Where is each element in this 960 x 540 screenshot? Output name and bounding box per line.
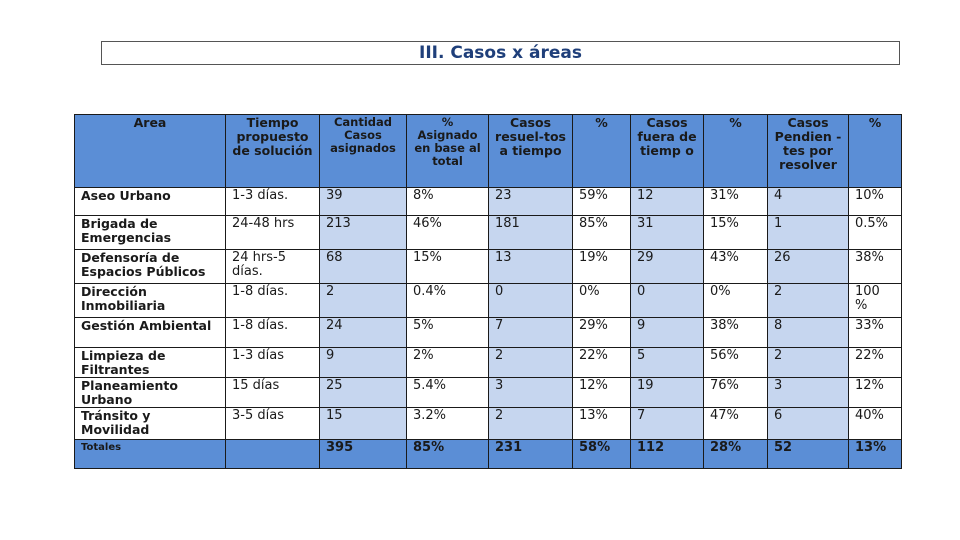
- table-cell: 100 %: [849, 284, 902, 318]
- table-row: [75, 284, 902, 318]
- table-cell: 0.4%: [407, 284, 489, 318]
- header-pct-pendientes: %: [849, 115, 902, 188]
- table-cell: 29%: [573, 318, 631, 348]
- table-row: [75, 378, 902, 408]
- header-tiempo: Tiempo propuesto de solución: [226, 115, 320, 188]
- table-cell: 12: [631, 188, 704, 216]
- table-cell: 22%: [573, 348, 631, 378]
- table-cell: 5: [631, 348, 704, 378]
- table-cell: 29: [631, 250, 704, 284]
- table-cell: 46%: [407, 216, 489, 250]
- table-cell: 1-8 días.: [226, 318, 320, 348]
- table-cell: 2: [320, 284, 407, 318]
- table-cell: 38%: [704, 318, 768, 348]
- table-cell: 8: [768, 318, 849, 348]
- table-cell: 0%: [573, 284, 631, 318]
- cases-by-area-table: [74, 114, 902, 469]
- totals-cell: 395: [320, 440, 407, 469]
- table-row: [75, 318, 902, 348]
- totals-cell: [226, 440, 320, 469]
- table-cell: 13: [489, 250, 573, 284]
- table-cell: 1-8 días.: [226, 284, 320, 318]
- table-cell: 4: [768, 188, 849, 216]
- header-pendientes: Casos Pendien -tes por resolver: [768, 115, 849, 188]
- table-cell: 25: [320, 378, 407, 408]
- table-cell: 43%: [704, 250, 768, 284]
- table-cell: 6: [768, 408, 849, 440]
- table-cell: 22%: [849, 348, 902, 378]
- table-cell: 12%: [573, 378, 631, 408]
- table-cell: 19%: [573, 250, 631, 284]
- header-pct-asignado: % Asignado en base al total: [407, 115, 489, 188]
- table-cell: 68: [320, 250, 407, 284]
- header-pct-fuera: %: [704, 115, 768, 188]
- table-cell: 23: [489, 188, 573, 216]
- table-cell: 31: [631, 216, 704, 250]
- table-cell: 8%: [407, 188, 489, 216]
- table-cell: 31%: [704, 188, 768, 216]
- totals-cell: 28%: [704, 440, 768, 469]
- table-cell: 1-3 días.: [226, 188, 320, 216]
- table-cell: 0.5%: [849, 216, 902, 250]
- table-cell: 0: [489, 284, 573, 318]
- table-cell: 26: [768, 250, 849, 284]
- table-cell: 3: [489, 378, 573, 408]
- area-name-cell: Planeamiento Urbano: [75, 378, 226, 408]
- table-cell: 24-48 hrs: [226, 216, 320, 250]
- table-cell: 7: [631, 408, 704, 440]
- table-cell: 40%: [849, 408, 902, 440]
- table-cell: 85%: [573, 216, 631, 250]
- totals-cell: 13%: [849, 440, 902, 469]
- table-cell: 3-5 días: [226, 408, 320, 440]
- table-cell: 181: [489, 216, 573, 250]
- table-cell: 3: [768, 378, 849, 408]
- totals-cell: 112: [631, 440, 704, 469]
- table-cell: 15%: [407, 250, 489, 284]
- area-name-cell: Limpieza de Filtrantes: [75, 348, 226, 378]
- header-cantidad: Cantidad Casos asignados: [320, 115, 407, 188]
- area-name-cell: Defensoría de Espacios Públicos: [75, 250, 226, 284]
- table-row: [75, 216, 902, 250]
- totals-cell: 231: [489, 440, 573, 469]
- area-name-cell: Brigada de Emergencias: [75, 216, 226, 250]
- totals-label: Totales: [75, 440, 226, 469]
- table-cell: 213: [320, 216, 407, 250]
- table-cell: 24 hrs-5 días.: [226, 250, 320, 284]
- table-cell: 19: [631, 378, 704, 408]
- header-row: [75, 115, 902, 188]
- table-cell: 7: [489, 318, 573, 348]
- table-cell: 5.4%: [407, 378, 489, 408]
- area-name-cell: Gestión Ambiental: [75, 318, 226, 348]
- table-cell: 5%: [407, 318, 489, 348]
- table-cell: 2: [768, 348, 849, 378]
- table-cell: 59%: [573, 188, 631, 216]
- table-cell: 2%: [407, 348, 489, 378]
- table-cell: 56%: [704, 348, 768, 378]
- table-cell: 39: [320, 188, 407, 216]
- area-name-cell: Aseo Urbano: [75, 188, 226, 216]
- totals-row: [75, 440, 902, 469]
- table-cell: 9: [320, 348, 407, 378]
- table-cell: 15: [320, 408, 407, 440]
- table-row: [75, 408, 902, 440]
- section-title: III. Casos x áreas: [101, 41, 900, 65]
- table-cell: 0%: [704, 284, 768, 318]
- table-cell: 10%: [849, 188, 902, 216]
- table-cell: 33%: [849, 318, 902, 348]
- table-row: [75, 348, 902, 378]
- table-cell: 2: [768, 284, 849, 318]
- table-cell: 47%: [704, 408, 768, 440]
- table-row: [75, 188, 902, 216]
- totals-cell: 52: [768, 440, 849, 469]
- table-cell: 2: [489, 408, 573, 440]
- totals-cell: 85%: [407, 440, 489, 469]
- area-name-cell: Tránsito y Movilidad: [75, 408, 226, 440]
- area-name-cell: Dirección Inmobiliaria: [75, 284, 226, 318]
- table-cell: 12%: [849, 378, 902, 408]
- table-cell: 9: [631, 318, 704, 348]
- table-cell: 15%: [704, 216, 768, 250]
- table-cell: 15 días: [226, 378, 320, 408]
- header-area: Area: [75, 115, 226, 188]
- table-row: [75, 250, 902, 284]
- table-cell: 3.2%: [407, 408, 489, 440]
- totals-cell: 58%: [573, 440, 631, 469]
- table-cell: 24: [320, 318, 407, 348]
- header-resueltos: Casos resuel-tos a tiempo: [489, 115, 573, 188]
- header-pct-resueltos: %: [573, 115, 631, 188]
- header-fuera-tiempo: Casos fuera de tiemp o: [631, 115, 704, 188]
- table-cell: 13%: [573, 408, 631, 440]
- table-cell: 1: [768, 216, 849, 250]
- table-cell: 38%: [849, 250, 902, 284]
- table-cell: 1-3 días: [226, 348, 320, 378]
- table-cell: 76%: [704, 378, 768, 408]
- table-cell: 0: [631, 284, 704, 318]
- table-cell: 2: [489, 348, 573, 378]
